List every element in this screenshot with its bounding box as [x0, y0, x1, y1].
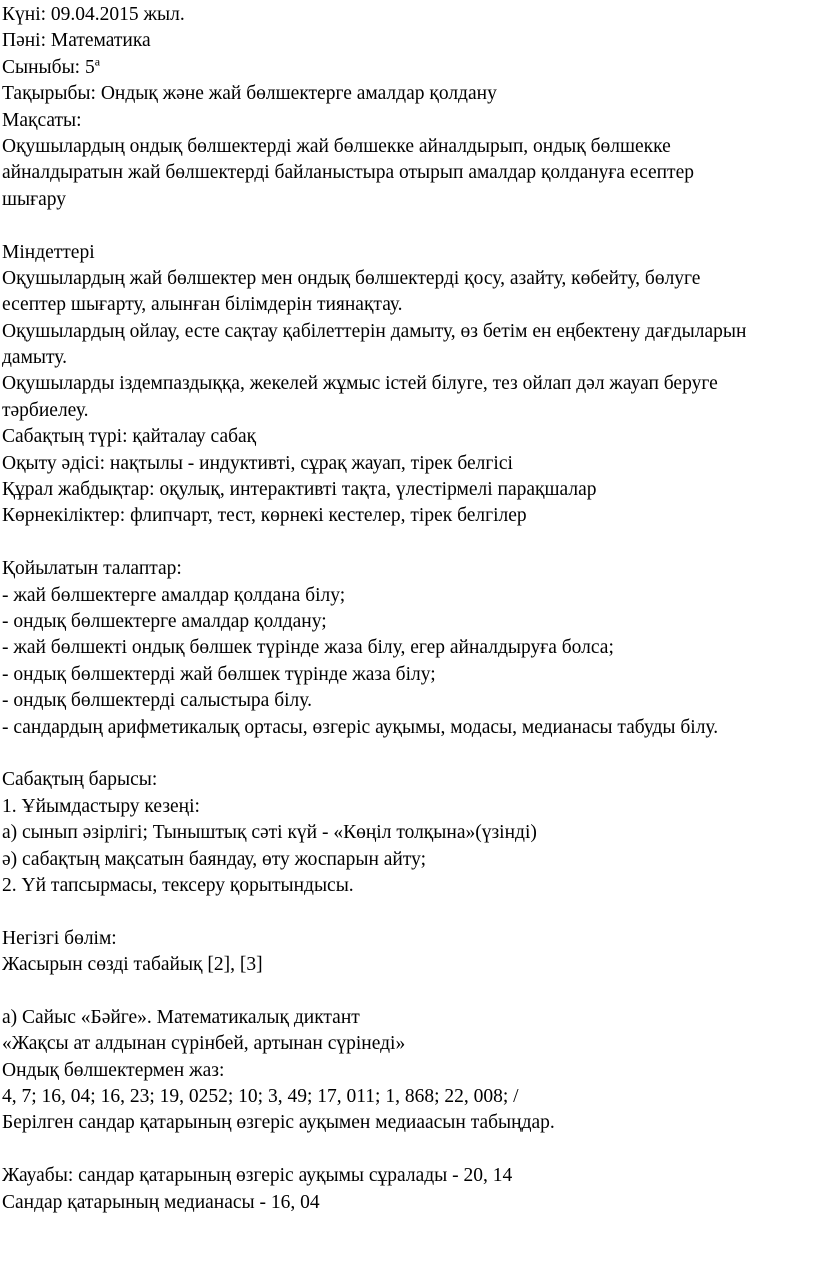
blank-line	[2, 899, 816, 925]
requirements-heading: Қойылатын талаптар:	[2, 558, 182, 580]
grade-line	[2, 55, 816, 81]
goals-line: Оқушылардың ондық бөлшектерді жай бөлшекке айналдырып, ондық бөлшекке	[2, 135, 671, 157]
answer-line: Сандар қатарының медианасы - 16, 04	[2, 1191, 320, 1213]
progress-line: 2. Үй тапсырмасы, тексеру қорытындысы.	[2, 874, 354, 896]
tasks-line: Оқушыларды іздемпаздыққа, жекелей жұмыс істей білуге, тез ойлап дәл жауап беруге	[2, 373, 718, 395]
progress-line: а) сынып әзірлігі; Тыныштық сәті күй - «Көңіл толқына»(үзінді)	[2, 822, 537, 844]
progress-line: ә) сабақтың мақсатын баяндау, өту жоспарын айту;	[2, 848, 427, 870]
tasks-line: Оқушылардың ойлау, есте сақтау қабілеттерін дамыту, өз бетім ен еңбектену дағдыларын	[2, 320, 747, 342]
goals-heading: Мақсаты:	[2, 109, 82, 131]
dictation-line: «Жақсы ат алдынан сүрінбей, артынан сүрінеді»	[2, 1033, 406, 1055]
topic-line: Тақырыбы: Ондық және жай бөлшектерге амалдар қолдану	[2, 83, 497, 105]
main-part-heading: Негізгі бөлім:	[2, 927, 117, 949]
dictation-line: а) Сайыс «Бәйге». Математикалық диктант	[2, 1006, 360, 1028]
requirement-item: - ондық бөлшектерді салыстыра білу.	[2, 690, 312, 712]
tasks-line: тәрбиелеу.	[2, 399, 89, 421]
requirement-item: - ондық бөлшектерге амалдар қолдану;	[2, 610, 327, 632]
date-line: Күні: 09.04.2015 жыл.	[2, 4, 185, 25]
main-part-subheading: Жасырын сөзді табайық [2], [3]	[2, 954, 263, 976]
requirement-item: - жай бөлшектерге амалдар қолдана білу;	[2, 584, 346, 606]
tasks-heading: Міндеттері	[2, 241, 95, 263]
blank-line	[2, 741, 816, 767]
dictation-line: Ондық бөлшектермен жаз:	[2, 1059, 225, 1081]
grade-superscript: а	[94, 54, 101, 69]
requirement-item: - сандардың арифметикалық ортасы, өзгеріс ауқымы, модасы, медианасы табуды білу.	[2, 716, 719, 738]
answer-line: Жауабы: сандар қатарының өзгеріс ауқымы сұралады - 20, 14	[2, 1165, 513, 1187]
blank-line	[2, 1137, 816, 1163]
method-line: Оқыту әдісі: нақтылы - индуктивті, сұрақ жауап, тірек белгісі	[2, 452, 513, 474]
goals-line: айналдыратын жай бөлшектерді байланыстыра отырып амалдар қолдануға есептер	[2, 162, 694, 184]
goals-line: шығару	[2, 188, 67, 210]
blank-line	[2, 213, 816, 239]
requirement-item: - жай бөлшекті ондық бөлшек түрінде жаза білу, егер айналдыруға болса;	[2, 637, 614, 659]
requirement-item: - ондық бөлшектерді жай бөлшек түрінде жаза білу;	[2, 663, 436, 685]
blank-line	[2, 978, 816, 1004]
dictation-line: Берілген сандар қатарының өзгеріс ауқымен медиаасын табыңдар.	[2, 1112, 555, 1134]
tasks-line: есептер шығарту, алынған білімдерін тиянақтау.	[2, 294, 403, 316]
tasks-line: дамыту.	[2, 347, 67, 369]
progress-line: 1. Ұйымдастыру кезеңі:	[2, 795, 200, 817]
tools-line: Құрал жабдықтар: оқулық, интерактивті тақта, үлестірмелі парақшалар	[2, 479, 597, 501]
progress-heading: Сабақтың барысы:	[2, 769, 158, 791]
subject-line: Пәні: Математика	[2, 30, 151, 52]
grade-text: Сыныбы: 5	[2, 56, 95, 78]
blank-line	[2, 530, 816, 556]
visuals-line: Көрнекіліктер: флипчарт, тест, көрнекі кестелер, тірек белгілер	[2, 505, 527, 527]
tasks-line: Оқушылардың жай бөлшектер мен ондық бөлшектерді қосу, азайту, көбейту, бөлуге	[2, 267, 701, 289]
dictation-line: 4, 7; 16, 04; 16, 23; 19, 0252; 10; 3, 49; 17, 011; 1, 868; 22, 008; /	[2, 1086, 519, 1108]
lesson-type-line: Сабақтың түрі: қайталау сабақ	[2, 426, 257, 448]
